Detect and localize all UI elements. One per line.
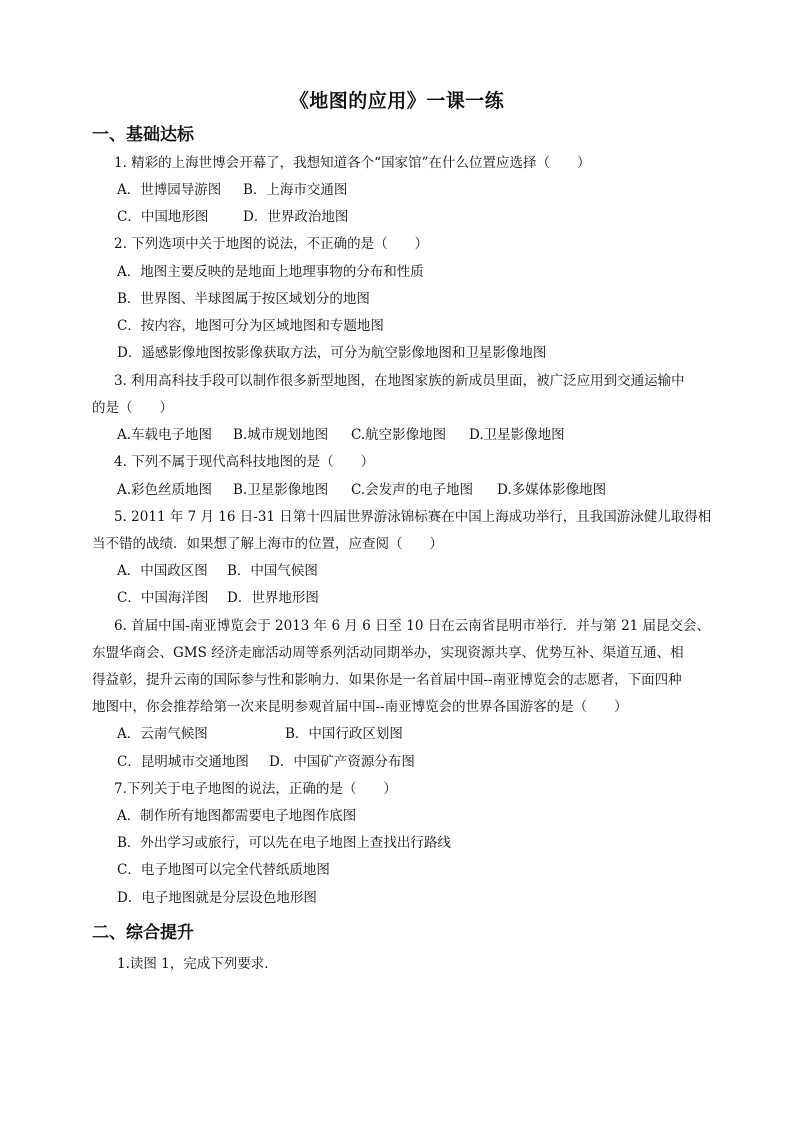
option-b: B．外出学习或旅行，可以先在电子地图上查找出行路线 <box>117 835 451 851</box>
question-6-stem-line2: 东盟华商会、GMS 经济走廊活动周等系列活动同期举办，实现资源共享、优势互补、渠道互通、相 <box>92 645 684 661</box>
option-d: D.卫星影像地图 <box>469 427 565 443</box>
option-c: C．电子地图可以完全代替纸质地图 <box>117 862 330 878</box>
option-c: C．中国海洋图 <box>117 590 209 606</box>
option-d: D．世界政治地图 <box>243 209 349 225</box>
question-6-stem-line4: 地图中，你会推荐给第一次来昆明参观首届中国--南亚博览会的世界各国游客的是（ ） <box>92 699 628 715</box>
option-c: C．昆明城市交通地图 <box>117 754 249 770</box>
question-6-options-row2 <box>117 752 415 772</box>
option-c: C.航空影像地图 <box>351 427 447 443</box>
advanced-question-1: 1.读图 1，完成下列要求． <box>117 956 278 972</box>
question-1-options-row2 <box>117 207 348 227</box>
question-5-stem-line1: 5. 2011 年 7 月 16 日-31 日第十四届世界游泳锦标赛在中国上海成功举行，且我国游泳健儿取得相 <box>114 509 712 525</box>
question-3-options <box>117 425 565 445</box>
option-d: D．世界地形图 <box>227 590 319 606</box>
option-d: D．遥感影像地图按影像获取方法，可分为航空影像地图和卫星影像地图 <box>117 345 547 361</box>
section-heading-basic: 一、基础达标 <box>92 125 194 145</box>
question-1-stem: 1. 精彩的上海世博会开幕了，我想知道各个“国家馆”在什么位置应选择（ ） <box>114 155 591 171</box>
question-2-stem: 2. 下列选项中关于地图的说法，不正确的是（ ） <box>114 236 429 252</box>
option-a: A．世博园导游图 <box>117 182 222 198</box>
question-6-options-row1 <box>117 724 403 744</box>
option-b: B．中国行政区划图 <box>285 726 403 742</box>
question-7-stem: 7.下列关于电子地图的说法，正确的是（ ） <box>114 781 397 797</box>
question-6-stem-line3: 得益彰，提升云南的国际参与性和影响力．如果你是一名首届中国--南亚博览会的志愿者，下面四种 <box>92 672 682 688</box>
question-3-stem-line1: 3. 利用高科技手段可以制作很多新型地图，在地图家族的新成员里面，被广泛应用到交通运输中 <box>114 373 685 389</box>
option-a: A．云南气候图 <box>117 726 208 742</box>
option-b: B．世界图、半球图属于按区域划分的地图 <box>117 291 370 307</box>
page-title: 《地图的应用》一课一练 <box>289 90 505 112</box>
option-b: B．上海市交通图 <box>243 182 348 198</box>
option-d: D．中国矿产资源分布图 <box>269 754 415 770</box>
section-heading-advanced: 二、综合提升 <box>92 923 194 943</box>
question-5-options-row1 <box>117 561 318 581</box>
option-d: D．电子地图就是分层设色地形图 <box>117 890 317 906</box>
option-b: B.卫星影像地图 <box>233 482 329 498</box>
question-3-stem-line2: 的是（ ） <box>92 400 173 416</box>
option-a: A．中国政区图 <box>117 563 208 579</box>
question-6-stem-line1: 6. 首届中国-南亚博览会于 2013 年 6 月 6 日至 10 日在云南省昆明市举行．并与第 21 届昆交会、 <box>114 618 711 634</box>
question-5-stem-line2: 当不错的战绩．如果想了解上海市的位置，应查阅（ ） <box>92 536 443 552</box>
option-a: A．地图主要反映的是地面上地理事物的分布和性质 <box>117 264 424 280</box>
option-c: C.会发声的电子地图 <box>351 482 474 498</box>
option-c: C．按内容，地图可分为区域地图和专题地图 <box>117 318 384 334</box>
question-1-options-row1 <box>117 180 347 200</box>
option-a: A．制作所有地图都需要电子地图作底图 <box>117 808 357 824</box>
option-b: B．中国气候图 <box>227 563 318 579</box>
question-4-options <box>117 480 606 500</box>
option-a: A.彩色丝质地图 <box>117 482 213 498</box>
option-c: C．中国地形图 <box>117 209 209 225</box>
question-5-options-row2 <box>117 588 319 608</box>
option-a: A.车载电子地图 <box>117 427 213 443</box>
option-d: D.多媒体影像地图 <box>497 482 607 498</box>
question-4-stem: 4. 下列不属于现代高科技地图的是（ ） <box>114 454 375 470</box>
option-b: B.城市规划地图 <box>233 427 329 443</box>
